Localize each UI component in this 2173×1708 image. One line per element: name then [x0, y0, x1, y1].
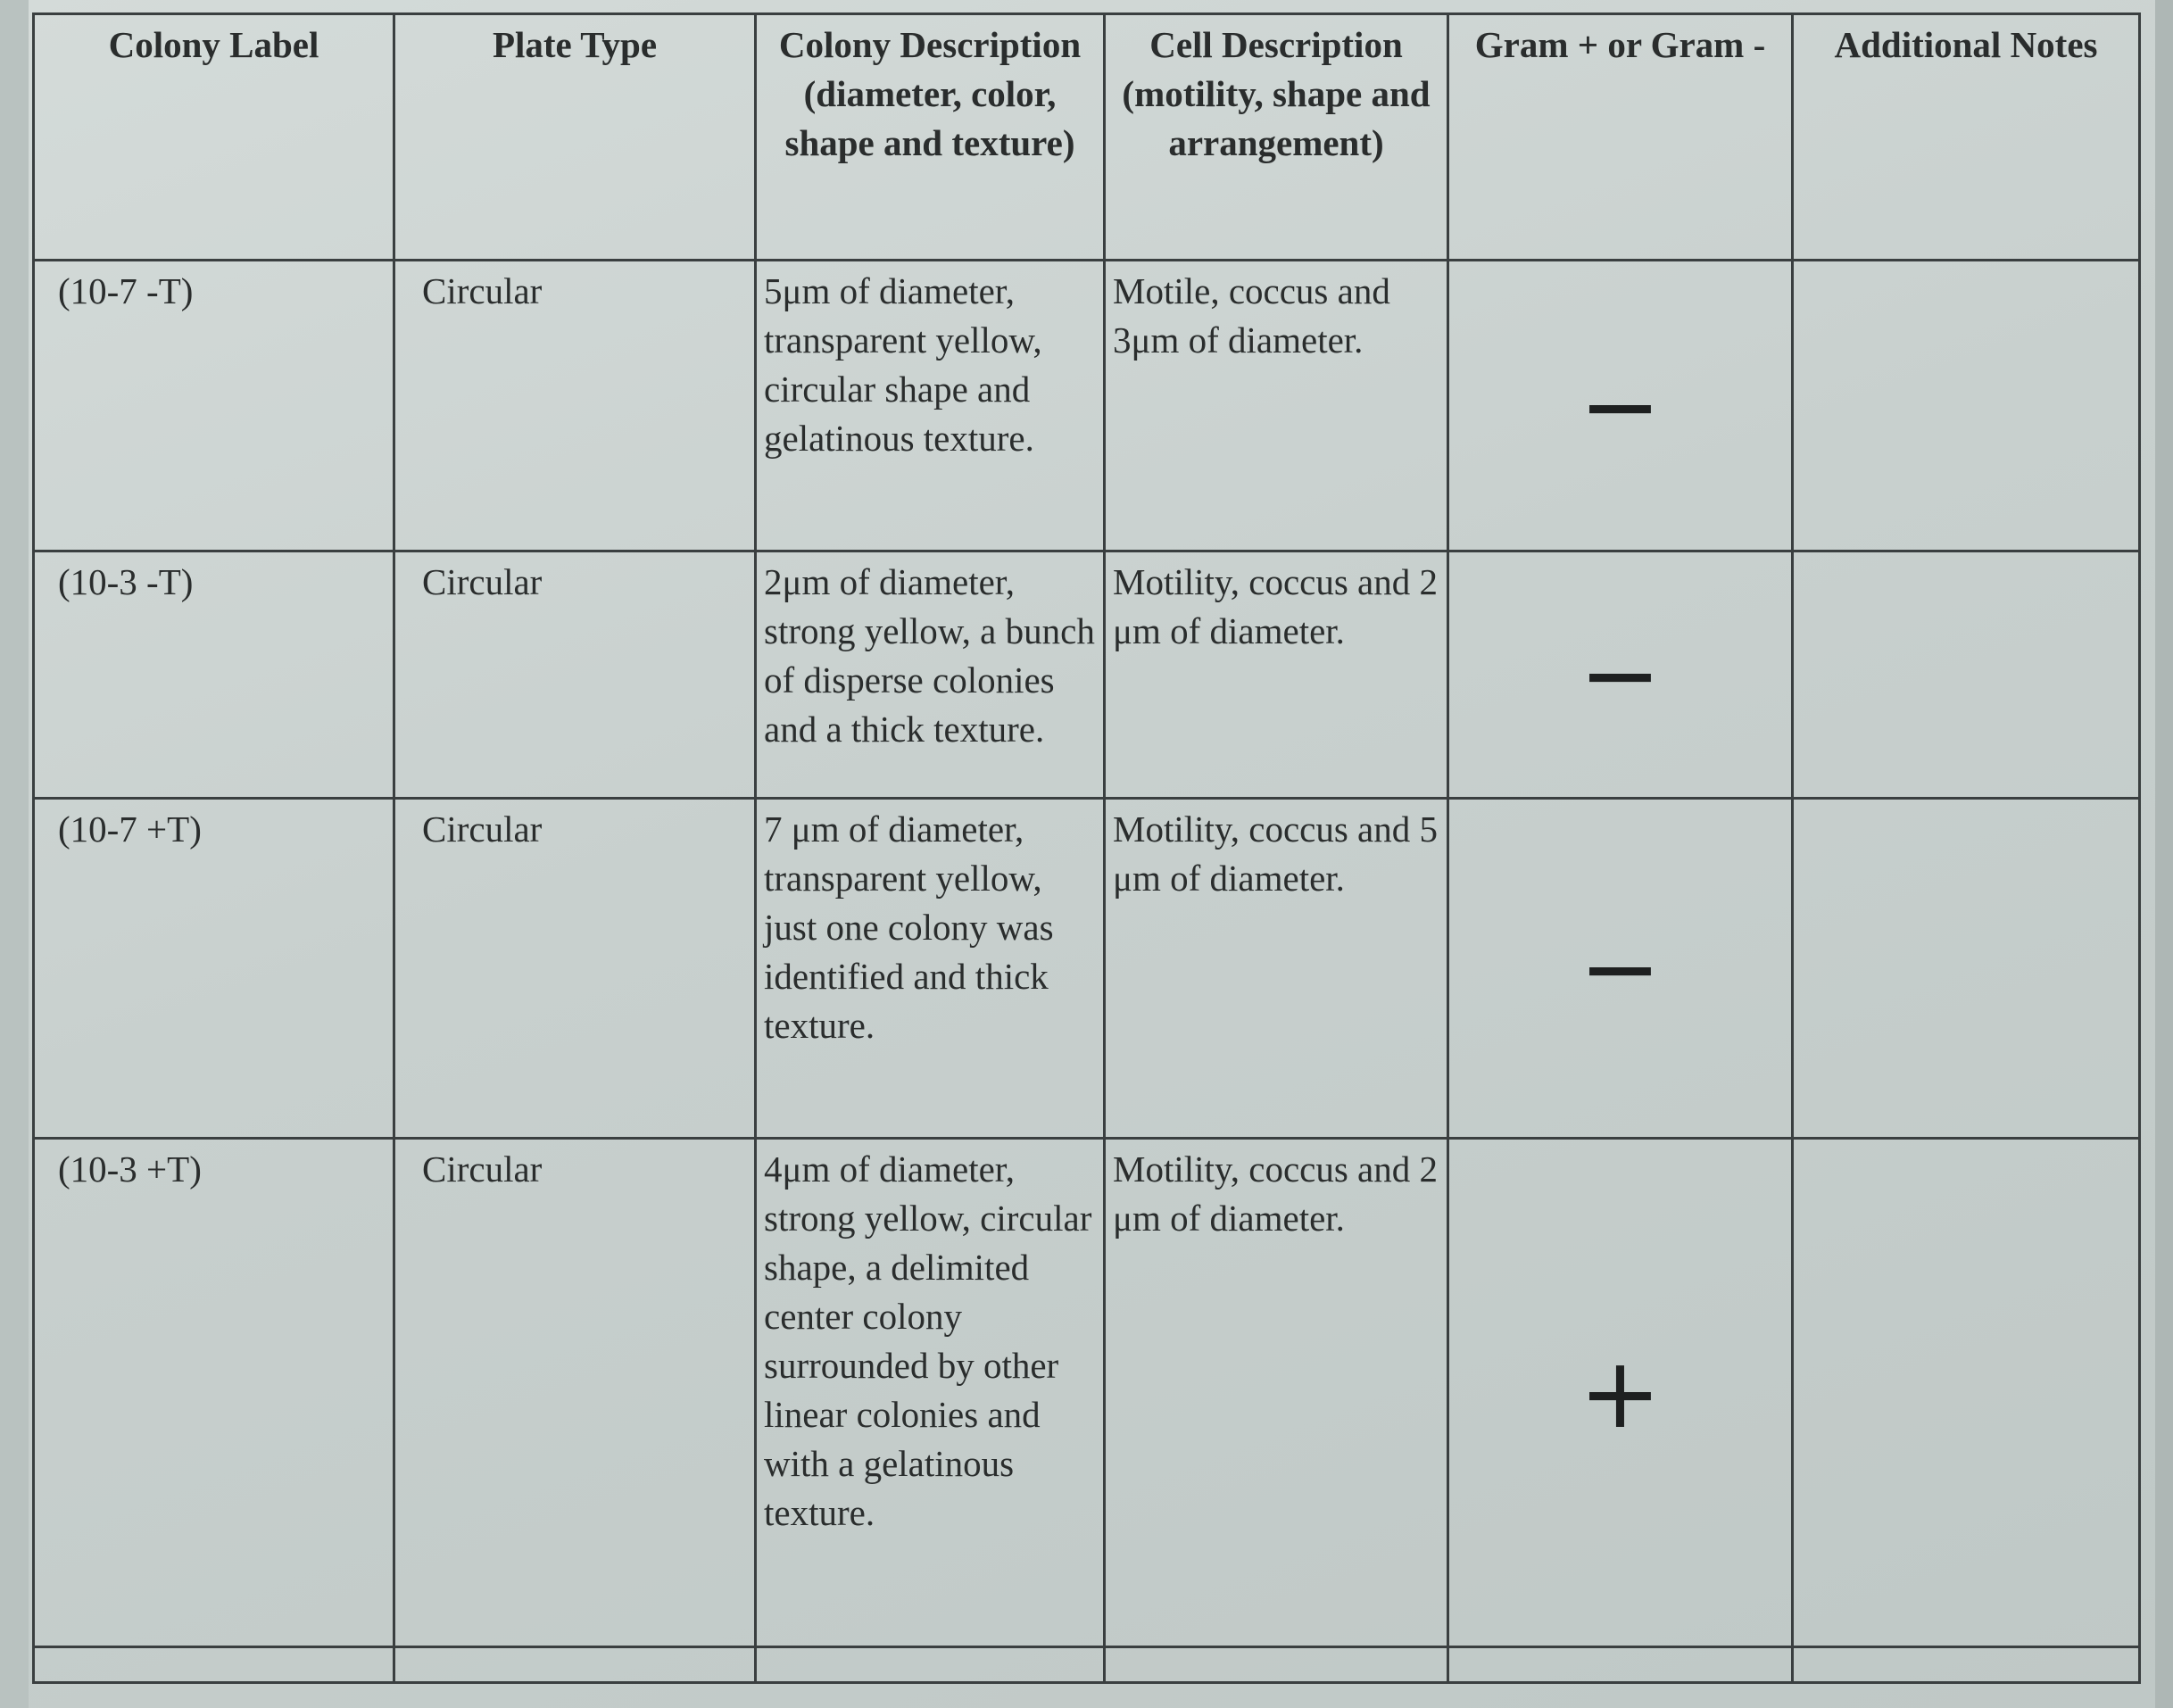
gram-negative-sign: −	[1579, 348, 1662, 463]
empty-cell	[756, 1647, 1105, 1683]
colony-description-cell: 2μm of diameter, strong yellow, a bunch of disperse colonies and a thick texture.	[756, 551, 1105, 799]
empty-cell	[394, 1647, 756, 1683]
gram-negative-sign: −	[1579, 618, 1662, 732]
plate-type-cell: Circular	[394, 551, 756, 799]
colony-description-cell: 7 μm of diameter, transparent yellow, just one colony was identified and thick texture.	[756, 799, 1105, 1139]
additional-notes-cell	[1793, 261, 2140, 551]
table-row	[34, 1139, 2140, 1647]
gram-negative-sign: −	[1579, 911, 1662, 1025]
additional-notes-cell	[1793, 1139, 2140, 1647]
gram-cell	[1448, 799, 1793, 1139]
gram-positive-sign: +	[1579, 1335, 1662, 1450]
empty-cell	[1448, 1647, 1793, 1683]
cell-description-cell: Motility, coccus and 2 μm of diameter.	[1105, 551, 1448, 799]
table-row	[34, 799, 2140, 1139]
table-row	[34, 551, 2140, 799]
empty-cell	[34, 1647, 394, 1683]
cell-description-cell: Motile, coccus and 3μm of diameter.	[1105, 261, 1448, 551]
colony-label-cell: (10-7 -T)	[34, 261, 394, 551]
header-cell-description: Cell Description (motility, shape and arrangement)	[1105, 14, 1448, 261]
plate-type-cell: Circular	[394, 261, 756, 551]
colony-label-cell: (10-7 +T)	[34, 799, 394, 1139]
empty-cell	[1793, 1647, 2140, 1683]
empty-cell	[1105, 1647, 1448, 1683]
gram-cell	[1448, 551, 1793, 799]
empty-table-row	[34, 1647, 2140, 1683]
header-plate-type: Plate Type	[394, 14, 756, 261]
additional-notes-cell	[1793, 799, 2140, 1139]
plate-type-cell: Circular	[394, 799, 756, 1139]
colony-description-cell: 5μm of diameter, transparent yellow, circular shape and gelatinous texture.	[756, 261, 1105, 551]
header-additional-notes: Additional Notes	[1793, 14, 2140, 261]
plate-type-cell: Circular	[394, 1139, 756, 1647]
table-row	[34, 261, 2140, 551]
right-page-edge	[2155, 0, 2173, 1708]
colony-label-cell: (10-3 +T)	[34, 1139, 394, 1647]
gram-cell	[1448, 261, 1793, 551]
header-colony-label: Colony Label	[34, 14, 394, 261]
colony-data-table	[32, 12, 2141, 1684]
colony-description-cell: 4μm of diameter, strong yellow, circular shape, a delimited center colony surrounded by other linear colonies and with a gelatinous texture.	[756, 1139, 1105, 1647]
header-colony-description: Colony Description (diameter, color, shape and texture)	[756, 14, 1105, 261]
colony-label-cell: (10-3 -T)	[34, 551, 394, 799]
additional-notes-cell	[1793, 551, 2140, 799]
table-header-row	[34, 14, 2140, 261]
gram-cell	[1448, 1139, 1793, 1647]
header-gram: Gram + or Gram -	[1448, 14, 1793, 261]
left-page-edge	[0, 0, 29, 1708]
cell-description-cell: Motility, coccus and 5 μm of diameter.	[1105, 799, 1448, 1139]
cell-description-cell: Motility, coccus and 2 μm of diameter.	[1105, 1139, 1448, 1647]
